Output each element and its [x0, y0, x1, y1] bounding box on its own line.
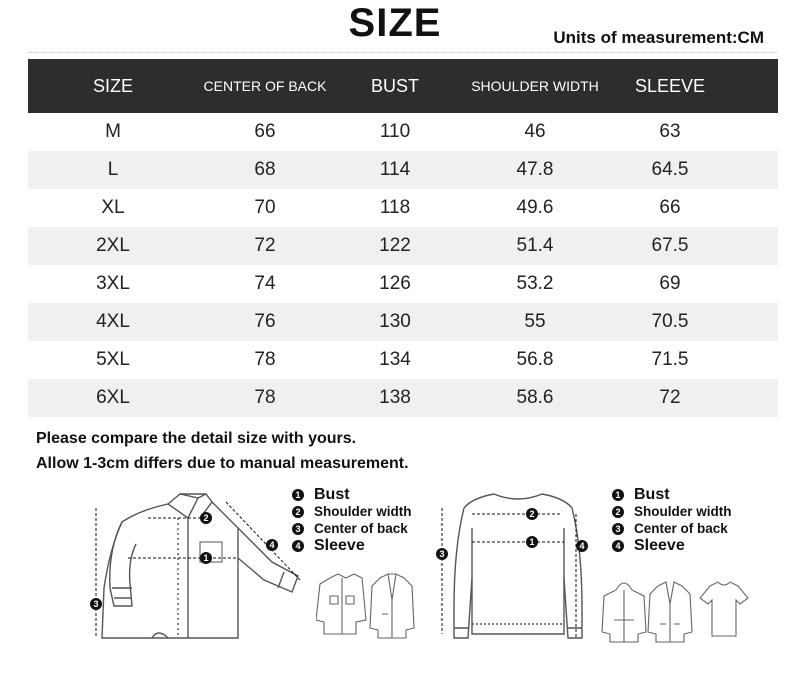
cell-size: 5XL	[96, 349, 130, 370]
marker-4: 4	[579, 541, 585, 551]
table-row	[28, 227, 778, 265]
size-table	[28, 59, 778, 417]
shirt-diagram-icon	[88, 488, 314, 648]
legend-item-sleeve: 4 Sleeve	[292, 537, 412, 554]
cell-shoulder-width: 56.8	[516, 349, 554, 370]
cell-sleeve: 66	[659, 197, 681, 218]
cell-sleeve: 72	[659, 387, 681, 408]
cell-size: 6XL	[96, 387, 130, 408]
units-label: Units of measurement:CM	[553, 28, 764, 47]
cell-bust: 118	[379, 197, 411, 218]
cell-shoulder-width: 51.4	[516, 235, 554, 256]
table-row	[28, 341, 778, 379]
cell-size: 2XL	[96, 235, 130, 256]
table-row	[28, 379, 778, 417]
cell-center-of-back: 76	[254, 311, 276, 332]
cell-center-of-back: 66	[254, 121, 276, 142]
table-body	[28, 113, 778, 417]
table-row	[28, 113, 778, 151]
cell-center-of-back: 74	[254, 273, 276, 294]
cell-shoulder-width: 53.2	[516, 273, 554, 294]
header-bust: BUST	[370, 75, 419, 96]
notes	[36, 426, 409, 476]
cell-shoulder-width: 46	[524, 121, 546, 142]
cell-sleeve: 69	[659, 273, 681, 294]
cell-center-of-back: 78	[254, 349, 276, 370]
cell-sleeve: 71.5	[651, 349, 689, 370]
cell-sleeve: 70.5	[651, 311, 689, 332]
marker-2: 2	[203, 513, 209, 523]
legend-item-shoulder: 2 Shoulder width	[612, 503, 732, 520]
header-shoulder-width: SHOULDER WIDTH	[471, 78, 599, 94]
cell-center-of-back: 70	[254, 197, 276, 218]
cardigan-icon	[648, 582, 692, 642]
cell-size: 3XL	[96, 273, 130, 294]
cell-sleeve: 63	[659, 121, 681, 142]
blazer-icon	[370, 574, 414, 638]
legend-left	[292, 486, 412, 554]
marker-1: 1	[529, 537, 535, 547]
sweater-diagram-icon	[432, 488, 602, 648]
header-sleeve: SLEEVE	[634, 75, 706, 96]
jackets-thumbnails	[316, 570, 416, 642]
cell-size: M	[105, 121, 121, 142]
note-line-2: Allow 1-3cm differs due to manual measurement.	[36, 455, 409, 472]
cell-shoulder-width: 55	[524, 311, 546, 332]
legend-item-bust: 1 Bust	[292, 486, 412, 503]
cell-bust: 114	[379, 159, 411, 180]
cell-size: 4XL	[96, 311, 130, 332]
cell-size: L	[107, 159, 119, 180]
cell-size: XL	[101, 197, 125, 218]
page-title: SIZE	[348, 1, 442, 45]
cell-shoulder-width: 58.6	[516, 387, 554, 408]
cell-center-of-back: 78	[254, 387, 276, 408]
marker-4: 4	[269, 540, 275, 550]
legend-right	[612, 486, 732, 554]
cell-bust: 134	[379, 349, 411, 370]
marker-3: 3	[93, 599, 99, 609]
denim-jacket-icon	[316, 574, 366, 634]
cell-sleeve: 64.5	[651, 159, 689, 180]
tshirt-icon	[700, 582, 748, 636]
table-row	[28, 303, 778, 341]
dotted-divider	[28, 52, 778, 53]
cell-sleeve: 67.5	[651, 235, 689, 256]
header-size: SIZE	[92, 75, 133, 96]
cell-bust: 126	[379, 273, 411, 294]
legend-item-center-back: 3 Center of back	[612, 520, 732, 537]
legend-item-bust: 1 Bust	[612, 486, 732, 503]
cell-bust: 110	[379, 121, 411, 142]
cell-bust: 138	[379, 387, 411, 408]
hoodie-icon	[602, 583, 646, 642]
table-row	[28, 151, 778, 189]
table-row	[28, 265, 778, 303]
cell-bust: 122	[379, 235, 411, 256]
cell-center-of-back: 68	[254, 159, 276, 180]
legend-item-sleeve: 4 Sleeve	[612, 537, 732, 554]
marker-2: 2	[529, 509, 535, 519]
legend-item-center-back: 3 Center of back	[292, 520, 412, 537]
cell-shoulder-width: 49.6	[516, 197, 554, 218]
marker-1: 1	[203, 553, 209, 563]
cell-shoulder-width: 47.8	[516, 159, 554, 180]
marker-3: 3	[439, 549, 445, 559]
tops-thumbnails	[600, 576, 750, 644]
cell-center-of-back: 72	[254, 235, 276, 256]
header-center-of-back: CENTER OF BACK	[203, 78, 327, 94]
table-row	[28, 189, 778, 227]
legend-item-shoulder: 2 Shoulder width	[292, 503, 412, 520]
note-line-1: Please compare the detail size with yours.	[36, 430, 357, 447]
table-header	[28, 59, 778, 113]
cell-bust: 130	[379, 311, 411, 332]
